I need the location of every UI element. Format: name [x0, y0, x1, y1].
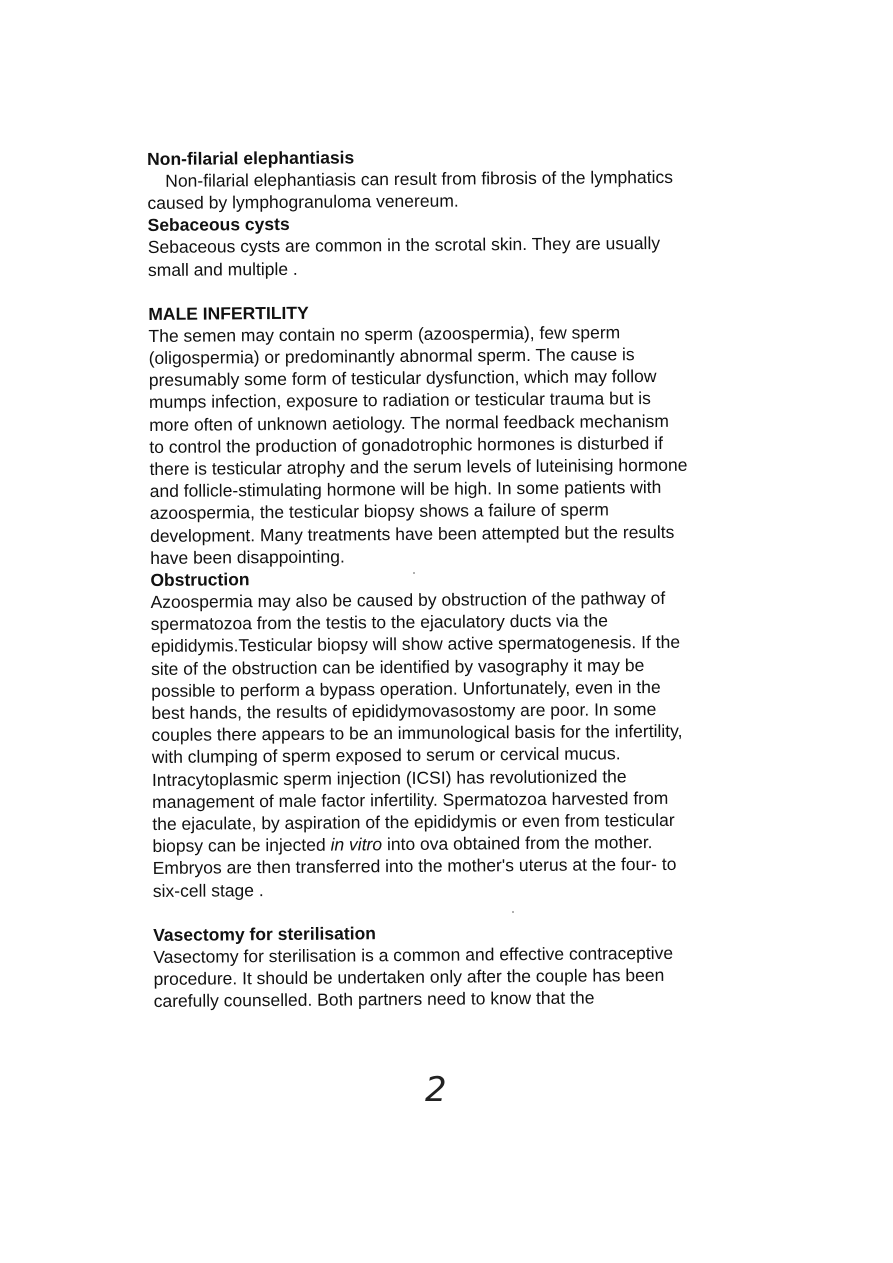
- text-line: (oligospermia) or predominantly abnormal sperm. The cause is: [148, 344, 635, 369]
- heading-non-filarial-elephantiasis: Non-filarial elephantiasis: [147, 147, 355, 169]
- text-line: couples there appears to be an immunological basis for the infertility,: [151, 721, 683, 746]
- text-line: possible to perform a bypass operation. Unfortunately, even in the: [151, 676, 661, 701]
- text-fragment: into ova obtained from the mother.: [381, 832, 653, 855]
- text-line: Non-filarial elephantiasis can result from fibrosis of the lymphatics: [165, 166, 674, 191]
- text-line: site of the obstruction can be identified by vasography it may be: [151, 654, 645, 679]
- page-number: 2: [425, 1070, 447, 1110]
- heading-obstruction: Obstruction: [150, 569, 250, 591]
- text-line: management of male factor infertility. Spermatozoa harvested from: [152, 787, 669, 812]
- text-line: The semen may contain no sperm (azoospermia), few sperm: [148, 322, 621, 346]
- text-line: carefully counselled. Both partners need to know that the: [153, 987, 595, 1012]
- text-line: small and multiple .: [147, 258, 298, 280]
- heading-male-infertility: MALE INFERTILITY: [148, 302, 309, 324]
- text-line: with clumping of sperm exposed to serum or cervical mucus.: [151, 743, 621, 768]
- text-fragment: biopsy can be injected: [152, 834, 331, 857]
- text-line: Intracytoplasmic sperm injection (ICSI) has revolutionized the: [151, 765, 627, 790]
- text-line: six-cell stage .: [152, 879, 264, 901]
- heading-vasectomy-for-sterilisation: Vasectomy for sterilisation: [153, 923, 376, 945]
- paragraph-non-filarial-elephantiasis: [147, 165, 757, 214]
- text-line: development. Many treatments have been attempted but the results: [149, 521, 675, 546]
- text-line: best hands, the results of epididymovasostomy are poor. In some: [151, 699, 657, 724]
- document-page: [147, 143, 764, 1012]
- text-line: azoospermia, the testicular biopsy shows a failure of sperm: [149, 499, 610, 524]
- heading-sebaceous-cysts: Sebaceous cysts: [147, 214, 290, 236]
- scan-speck: [512, 911, 514, 913]
- italic-in-vitro: in vitro: [330, 834, 383, 855]
- text-line: Azoospermia may also be caused by obstruction of the pathway of: [150, 587, 666, 613]
- text-line: spermatozoa from the testis to the ejaculatory ducts via the: [150, 610, 608, 635]
- text-line: presumably some form of testicular dysfunction, which may follow: [148, 366, 657, 391]
- text-line: caused by lymphogranuloma venereum.: [147, 190, 459, 214]
- text-line: more often of unknown aetiology. The normal feedback mechanism: [149, 410, 670, 435]
- paragraph-obstruction: [150, 586, 762, 902]
- paragraph-sebaceous-cysts: [148, 232, 758, 281]
- text-line: Sebaceous cysts are common in the scrotal skin. They are usually: [147, 233, 661, 258]
- text-line: and follicle-stimulating hormone will be high. In some patients with: [149, 477, 662, 502]
- text-line: to control the production of gonadotrophic hormones is disturbed if: [149, 432, 664, 457]
- paragraph-vasectomy: [153, 941, 764, 1012]
- text-line: the ejaculate, by aspiration of the epididymis or even from testicular: [152, 809, 675, 835]
- text-line: have been disappointing.: [150, 546, 345, 568]
- text-line: there is testicular atrophy and the serum levels of luteinising hormone: [149, 454, 688, 480]
- text-line: epididymis.Testicular biopsy will show active spermatogenesis. If the: [150, 632, 681, 657]
- scan-speck: [413, 572, 415, 574]
- text-line: Vasectomy for sterilisation is a common and effective contraceptive: [153, 942, 674, 967]
- paragraph-male-infertility: [148, 320, 760, 569]
- text-line: procedure. It should be undertaken only after the couple has been: [153, 965, 665, 990]
- text-line: mumps infection, exposure to radiation or testicular trauma but is: [148, 388, 651, 413]
- text-line: Embryos are then transferred into the mother's uterus at the four- to: [152, 854, 677, 879]
